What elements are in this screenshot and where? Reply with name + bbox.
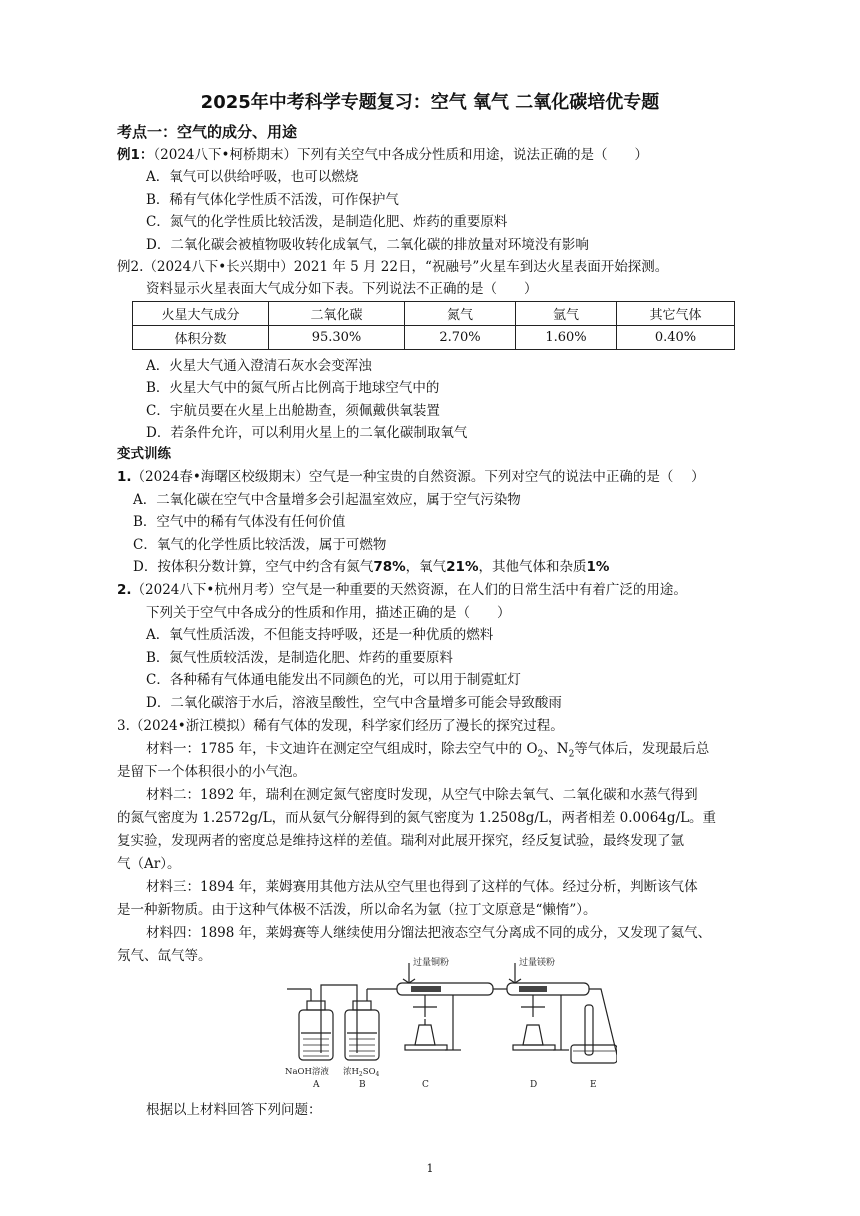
page-title: 2025年中考科学专题复习：空气 氧气 二氧化碳培优专题: [200, 92, 660, 113]
example-2-stem-line1: 例2.（2024八下•长兴期中）2021 年 5 月 22日，“祝融号”火星车到达火星表面开始探测。: [117, 259, 669, 275]
example-1-option-b: B．稀有气体化学性质不活泼，可作保护气: [146, 192, 399, 208]
section-heading: 考点一：空气的成分、用途: [117, 123, 298, 141]
example-2-option-c: C．宇航员要在火星上出舱勘查，须佩戴供氧装置: [146, 403, 440, 419]
table-header-row: [133, 302, 735, 326]
question-2-stem-line1: 2.（2024八下•杭州月考）空气是一种重要的天然资源，在人们的日常生活中有着广泛的用途。: [117, 582, 687, 598]
example-2-option-d: D．若条件允许，可以利用火星上的二氧化碳制取氧气: [146, 425, 468, 441]
material-4-line1: 材料四：1898 年，莱姆赛等人继续使用分馏法把液态空气分离成不同的成分，又发现了氦气、: [146, 925, 712, 941]
material-2-line3: 复实验，发现两者的密度总是维持这样的差值。瑞利对此展开探究，经反复试验，最终发现了氩: [117, 833, 684, 849]
question-1-stem: 1.（2024春•海曙区校级期末）空气是一种宝贵的自然资源。下列对空气的说法中正确的是（ ）: [117, 469, 705, 485]
letter-a: A: [313, 1080, 320, 1090]
question-1-option-b: B．空气中的稀有气体没有任何价值: [133, 514, 346, 530]
question-2-stem-line2: 下列关于空气中各成分的性质和作用，描述正确的是（ ）: [146, 605, 511, 621]
label-conc-sulfuric-acid: 浓$H_2SO_4$: [343, 1067, 380, 1078]
material-1-line2: 是留下一个体积很小的小气泡。: [117, 764, 306, 780]
label-naoh-solution: NaOH溶液: [285, 1067, 329, 1077]
material-1-line1: 材料一：1785 年，卡文迪许在测定空气组成时，除去空气中的 $O_2$、$N_2$等气体后，发现最后总: [146, 741, 710, 760]
question-2-option-c: C．各种稀有气体通电能发出不同颜色的光，可以用于制霓虹灯: [146, 672, 521, 688]
material-2-line4: 气（Ar）。: [117, 856, 181, 872]
example-1-option-a: A．氧气可以供给呼吸，也可以燃烧: [146, 169, 359, 185]
table-cell: 1.60%: [516, 326, 617, 350]
gas-washing-bottle-a: [299, 989, 333, 1060]
table-cell: 体积分数: [133, 326, 269, 350]
material-2-line2: 的氮气密度为 1.2572g/L，而从氨气分解得到的氮气密度为 1.2508g/L，两者相差 0.0064g/L。重: [117, 810, 717, 826]
question-1-option-a: A．二氧化碳在空气中含量增多会引起温室效应，属于空气污染物: [133, 492, 521, 508]
material-2-line1: 材料二：1892 年，瑞利在测定氮气密度时发现，从空气中除去氧气、二氧化碳和水蒸气得到: [146, 787, 698, 803]
combustion-tube-c: [397, 963, 493, 1050]
question-3-prompt: 根据以上材料回答下列问题：: [146, 1102, 322, 1118]
table-cell: 0.40%: [617, 326, 735, 350]
page-number: 1: [426, 1162, 434, 1175]
letter-c: C: [422, 1080, 429, 1090]
gas-washing-bottle-b: [345, 989, 379, 1060]
apparatus-figure: [285, 955, 617, 1091]
table-cell: 其它气体: [617, 302, 735, 326]
example-1-option-c: C．氮气的化学性质比较活泼，是制造化肥、炸药的重要原料: [146, 214, 508, 230]
material-4-line2: 氖气、氙气等。: [117, 948, 212, 964]
letter-b: B: [359, 1080, 366, 1090]
table-row: [133, 326, 735, 350]
table-cell: 2.70%: [405, 326, 516, 350]
table-cell: 氩气: [516, 302, 617, 326]
label-excess-magnesium: 过量镁粉: [519, 958, 556, 968]
example-1-option-d: D．二氧化碳会被植物吸收转化成氧气，二氧化碳的排放量对环境没有影响: [146, 237, 589, 253]
material-3-line2: 是一种新物质。由于这种气体极不活泼，所以命名为氩（拉丁文原意是“懒惰”）。: [117, 902, 597, 918]
table-cell: 95.30%: [269, 326, 405, 350]
combustion-tube-d: [507, 963, 589, 1050]
question-1-option-c: C．氧气的化学性质比较活泼，属于可燃物: [133, 537, 387, 553]
question-2-option-d: D．二氧化碳溶于水后，溶液呈酸性，空气中含量增多可能会导致酸雨: [146, 695, 562, 711]
table-cell: 氮气: [405, 302, 516, 326]
table-cell: 火星大气成分: [133, 302, 269, 326]
letter-e: E: [590, 1080, 597, 1090]
letter-d: D: [530, 1080, 538, 1090]
example-2-option-b: B．火星大气中的氮气所占比例高于地球空气中的: [146, 380, 440, 396]
water-trough-e: [571, 1005, 617, 1063]
question-2-option-a: A．氧气性质活泼，不但能支持呼吸，还是一种优质的燃料: [146, 627, 494, 643]
example-1-stem: 例1：（2024八下•柯桥期末）下列有关空气中各成分性质和用途，说法正确的是（ ）: [117, 147, 648, 163]
material-3-line1: 材料三：1894 年，莱姆赛用其他方法从空气里也得到了这样的气体。经过分析，判断该气体: [146, 879, 698, 895]
mars-atmosphere-table: [132, 301, 735, 350]
example-2-option-a: A．火星大气通入澄清石灰水会变浑浊: [146, 358, 372, 374]
question-3-stem: 3.（2024•浙江模拟）稀有气体的发现，科学家们经历了漫长的探究过程。: [117, 718, 564, 734]
example-2-stem-line2: 资料显示火星表面大气成分如下表。下列说法不正确的是（ ）: [146, 281, 538, 297]
example-1-label: 例1：: [117, 147, 154, 163]
variant-training-heading: 变式训练: [117, 446, 171, 462]
table-cell: 二氧化碳: [269, 302, 405, 326]
label-excess-copper: 过量铜粉: [413, 958, 450, 968]
question-2-option-b: B．氮气性质较活泼，是制造化肥、炸药的重要原料: [146, 650, 453, 666]
question-1-option-d: D．按体积分数计算，空气中约含有氮气78%，氧气21%，其他气体和杂质1%: [133, 559, 610, 575]
